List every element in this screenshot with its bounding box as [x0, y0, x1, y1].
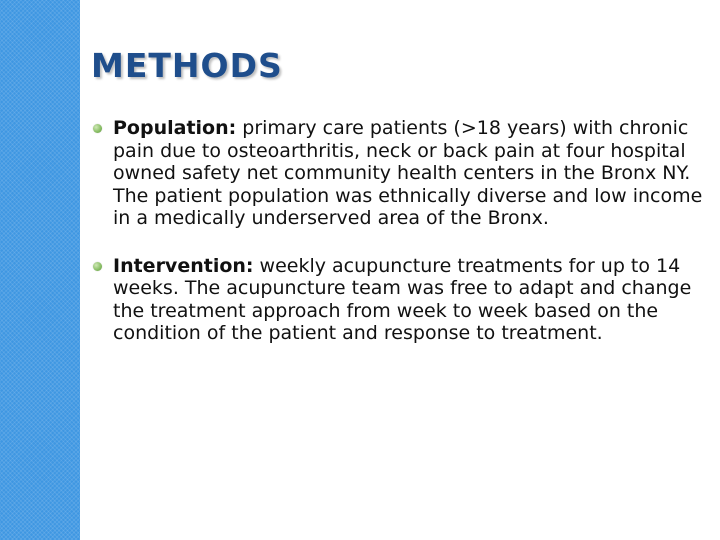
bullet-term: Intervention: — [113, 254, 254, 277]
bullet-dot-icon — [93, 262, 102, 271]
bullet-list — [91, 117, 716, 370]
bullet-term: Population: — [113, 117, 237, 139]
bullet-intervention — [91, 255, 716, 345]
bullet-dot-icon — [93, 124, 102, 133]
bullet-population — [91, 117, 716, 230]
left-accent-bar — [0, 0, 80, 540]
bullet-text: weekly acupuncture treatments for up to 14 weeks. The acupuncture team was free to adapt and change the treatment approach from week to week based on the condition of the patient and response to treatment. — [113, 254, 692, 344]
bullet-text: primary care patients (>18 years) with chronic pain due to osteoarthritis, neck or back pain at four hospital owned safety net community health centers in the Bronx NY. The patient population was ethnically diverse and low income in a medically underserved area of the Bronx. — [113, 117, 703, 229]
slide-title: METHODS — [91, 46, 283, 85]
